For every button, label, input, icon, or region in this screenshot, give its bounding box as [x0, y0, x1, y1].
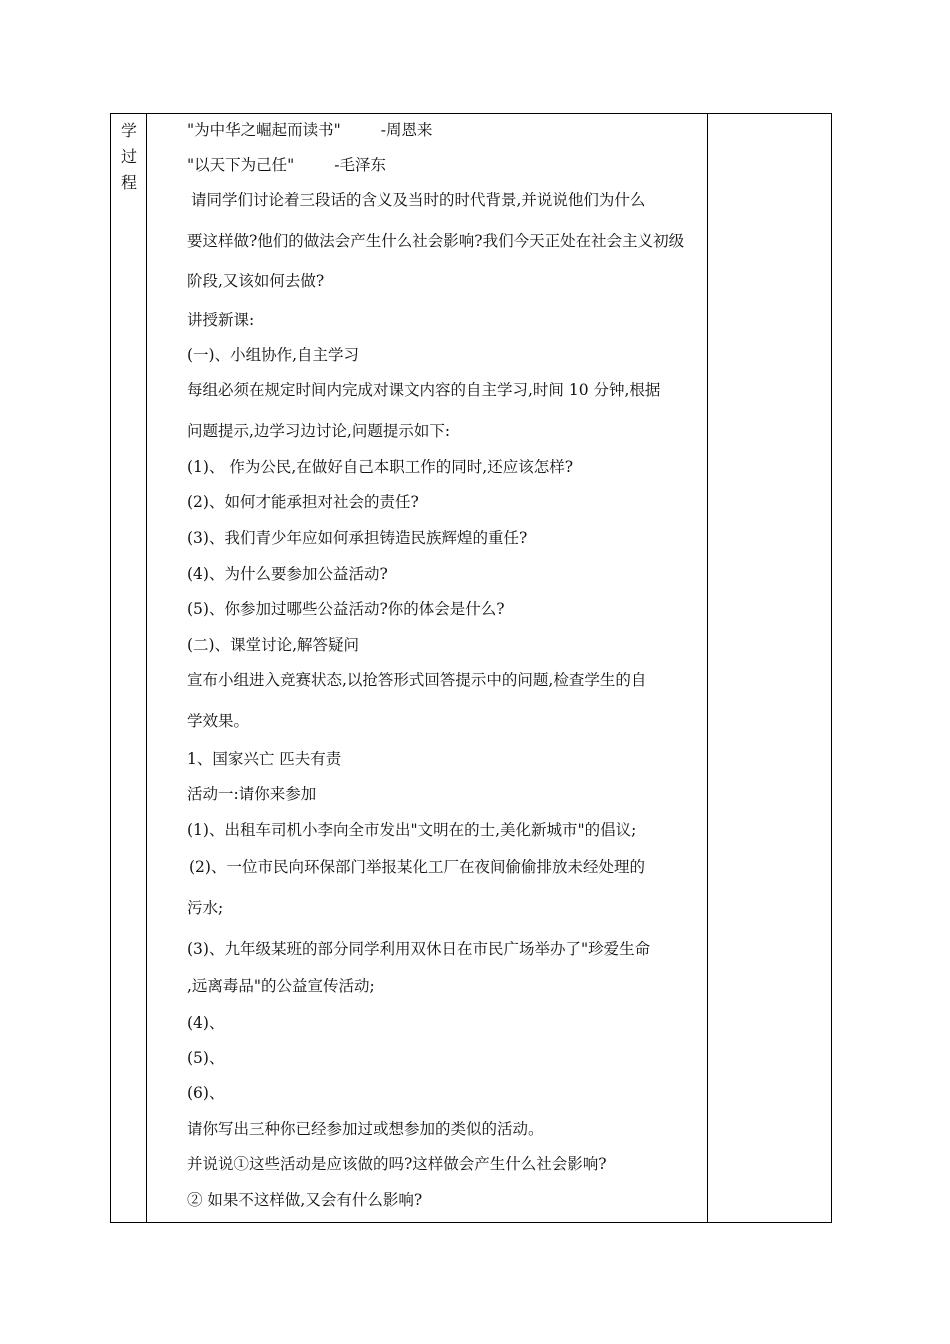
quote-line — [187, 155, 386, 175]
quote-text: "以天下为己任" — [187, 156, 295, 174]
paragraph-line: 并说说①这些活动是应该做的吗?这样做会产生什么社会影响? — [187, 1155, 607, 1173]
paragraph-line: (1)、出租车司机小李向全市发出"文明在的士,美化新城市"的倡议; — [187, 821, 637, 839]
section-label-char: 过 — [120, 147, 137, 166]
paragraph-line: (2)、一位市民向环保部门举报某化工厂在夜间偷偷排放未经处理的 — [189, 858, 645, 876]
lesson-table — [110, 113, 832, 1223]
paragraph-line: 要这样做?他们的做法会产生什么社会影响?我们今天正处在社会主义初级 — [187, 232, 685, 250]
paragraph-line: (1)、 作为公民,在做好自己本职工作的同时,还应该怎样? — [187, 458, 574, 476]
quote-author: -周恩来 — [380, 121, 433, 139]
paragraph-line: (二)、课堂讨论,解答疑问 — [187, 636, 360, 654]
quote-text: "为中华之崛起而读书" — [187, 121, 341, 139]
paragraph-line: 阶段,又该如何去做? — [187, 272, 325, 290]
paragraph-line: (一)、小组协作,自主学习 — [187, 346, 360, 364]
paragraph-line: 请同学们讨论着三段话的含义及当时的时代背景,并说说他们为什么 — [191, 191, 646, 209]
notes-column — [708, 114, 831, 1222]
section-label-char: 学 — [120, 121, 137, 140]
paragraph-line: (6)、 — [187, 1084, 225, 1102]
paragraph-line: 请你写出三种你已经参加过或想参加的类似的活动。 — [187, 1120, 544, 1138]
paragraph-line: 污水; — [187, 899, 224, 917]
paragraph-line: ② 如果不这样做,又会有什么影响? — [187, 1191, 423, 1209]
paragraph-line: 每组必须在规定时间内完成对课文内容的自主学习,时间 10 分钟,根据 — [187, 381, 661, 399]
paragraph-line: (3)、九年级某班的部分同学利用双休日在市民广场举办了"珍爱生命 — [187, 940, 651, 958]
paragraph-line: ,远离毒品"的公益宣传活动; — [187, 977, 375, 995]
lesson-content — [147, 114, 708, 1222]
quote-line — [187, 120, 433, 140]
paragraph-line: 宣布小组进入竞赛状态,以抢答形式回答提示中的问题,检查学生的自 — [187, 671, 647, 689]
quote-author: -毛泽东 — [334, 156, 387, 174]
paragraph-line: (3)、我们青少年应如何承担铸造民族辉煌的重任? — [187, 529, 528, 547]
paragraph-line: (4)、 — [187, 1014, 225, 1032]
section-label-column — [111, 114, 147, 1222]
paragraph-line: 1、国家兴亡 匹夫有责 — [187, 750, 342, 768]
paragraph-line: (2)、如何才能承担对社会的责任? — [187, 493, 419, 511]
paragraph-line: 讲授新课: — [187, 311, 255, 329]
paragraph-line: (5)、 — [187, 1049, 225, 1067]
paragraph-line: (4)、为什么要参加公益活动? — [187, 565, 388, 583]
paragraph-line: 问题提示,边学习边讨论,问题提示如下: — [187, 422, 451, 440]
paragraph-line: 活动一:请你来参加 — [187, 785, 317, 803]
paragraph-line: (5)、你参加过哪些公益活动?你的体会是什么? — [187, 600, 505, 618]
paragraph-line: 学效果。 — [187, 712, 250, 730]
section-label-char: 程 — [120, 173, 137, 192]
